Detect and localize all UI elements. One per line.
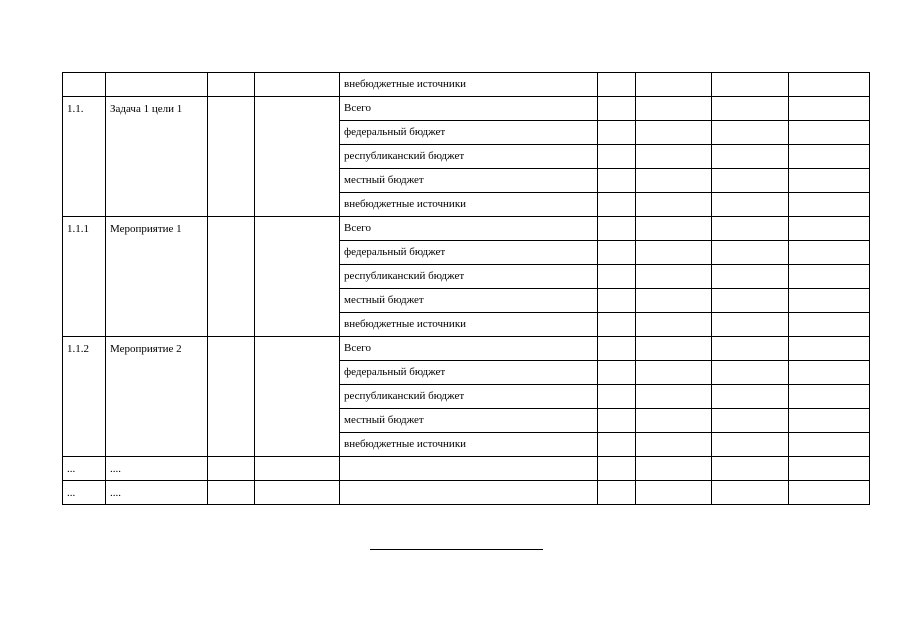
value-cell — [598, 385, 636, 409]
row-number-cell — [63, 73, 106, 97]
funding-source-cell: Всего — [340, 217, 598, 241]
value-cell — [789, 169, 870, 193]
value-cell — [789, 97, 870, 121]
value-cell — [598, 97, 636, 121]
value-cell — [712, 169, 789, 193]
empty-merged-cell — [255, 97, 340, 217]
row-number-cell: ... — [63, 481, 106, 505]
row-number-cell: 1.1.1 — [63, 217, 106, 337]
item-name-cell: .... — [106, 481, 208, 505]
funding-source-cell: местный бюджет — [340, 409, 598, 433]
value-cell — [789, 361, 870, 385]
funding-source-cell: местный бюджет — [340, 289, 598, 313]
empty-merged-cell — [255, 217, 340, 337]
value-cell — [598, 409, 636, 433]
value-cell — [636, 313, 712, 337]
value-cell — [598, 313, 636, 337]
value-cell — [712, 481, 789, 505]
budget-table — [62, 72, 870, 505]
empty-merged-cell — [255, 337, 340, 457]
value-cell — [636, 433, 712, 457]
value-cell — [598, 289, 636, 313]
empty-merged-cell — [208, 337, 255, 457]
funding-source-cell: местный бюджет — [340, 169, 598, 193]
value-cell — [712, 193, 789, 217]
value-cell — [712, 241, 789, 265]
value-cell — [598, 145, 636, 169]
item-name-cell — [106, 73, 208, 97]
empty-merged-cell — [255, 457, 340, 481]
table-row — [63, 337, 870, 361]
value-cell — [636, 409, 712, 433]
value-cell — [636, 73, 712, 97]
funding-source-cell: внебюджетные источники — [340, 433, 598, 457]
value-cell — [598, 433, 636, 457]
value-cell — [598, 121, 636, 145]
value-cell — [598, 361, 636, 385]
value-cell — [712, 433, 789, 457]
value-cell — [712, 73, 789, 97]
value-cell — [712, 337, 789, 361]
funding-source-cell: федеральный бюджет — [340, 361, 598, 385]
funding-source-cell: федеральный бюджет — [340, 241, 598, 265]
value-cell — [712, 265, 789, 289]
value-cell — [789, 457, 870, 481]
funding-source-cell: внебюджетные источники — [340, 193, 598, 217]
value-cell — [712, 313, 789, 337]
item-name-cell: Задача 1 цели 1 — [106, 97, 208, 217]
funding-source-cell: внебюджетные источники — [340, 73, 598, 97]
value-cell — [789, 385, 870, 409]
value-cell — [636, 217, 712, 241]
value-cell — [712, 289, 789, 313]
value-cell — [789, 337, 870, 361]
value-cell — [598, 481, 636, 505]
value-cell — [712, 97, 789, 121]
value-cell — [636, 169, 712, 193]
value-cell — [712, 361, 789, 385]
table-row — [63, 457, 870, 481]
table-row — [63, 97, 870, 121]
funding-source-cell — [340, 457, 598, 481]
value-cell — [789, 217, 870, 241]
value-cell — [636, 145, 712, 169]
value-cell — [712, 217, 789, 241]
value-cell — [789, 313, 870, 337]
empty-merged-cell — [208, 97, 255, 217]
value-cell — [636, 385, 712, 409]
value-cell — [789, 409, 870, 433]
value-cell — [789, 433, 870, 457]
value-cell — [789, 145, 870, 169]
row-number-cell: 1.1.2 — [63, 337, 106, 457]
value-cell — [636, 121, 712, 145]
value-cell — [789, 481, 870, 505]
value-cell — [712, 145, 789, 169]
table-row — [63, 217, 870, 241]
empty-merged-cell — [255, 481, 340, 505]
value-cell — [598, 193, 636, 217]
value-cell — [636, 361, 712, 385]
value-cell — [598, 265, 636, 289]
value-cell — [712, 385, 789, 409]
funding-source-cell: республиканский бюджет — [340, 385, 598, 409]
value-cell — [789, 265, 870, 289]
item-name-cell: Мероприятие 1 — [106, 217, 208, 337]
value-cell — [598, 337, 636, 361]
value-cell — [789, 193, 870, 217]
value-cell — [636, 241, 712, 265]
value-cell — [636, 337, 712, 361]
value-cell — [712, 457, 789, 481]
empty-merged-cell — [208, 73, 255, 97]
value-cell — [636, 289, 712, 313]
value-cell — [636, 97, 712, 121]
value-cell — [598, 241, 636, 265]
row-number-cell: 1.1. — [63, 97, 106, 217]
value-cell — [636, 193, 712, 217]
footer-rule — [370, 549, 543, 550]
value-cell — [789, 289, 870, 313]
value-cell — [789, 241, 870, 265]
funding-source-cell: федеральный бюджет — [340, 121, 598, 145]
table-body — [63, 73, 870, 505]
empty-merged-cell — [208, 457, 255, 481]
value-cell — [789, 73, 870, 97]
value-cell — [636, 265, 712, 289]
value-cell — [598, 457, 636, 481]
value-cell — [636, 481, 712, 505]
row-number-cell: ... — [63, 457, 106, 481]
empty-merged-cell — [255, 73, 340, 97]
funding-source-cell: Всего — [340, 337, 598, 361]
value-cell — [712, 121, 789, 145]
value-cell — [598, 169, 636, 193]
table-row — [63, 481, 870, 505]
funding-source-cell: республиканский бюджет — [340, 145, 598, 169]
empty-merged-cell — [208, 481, 255, 505]
value-cell — [789, 121, 870, 145]
value-cell — [598, 73, 636, 97]
value-cell — [598, 217, 636, 241]
value-cell — [636, 457, 712, 481]
funding-source-cell: внебюджетные источники — [340, 313, 598, 337]
value-cell — [712, 409, 789, 433]
item-name-cell: Мероприятие 2 — [106, 337, 208, 457]
empty-merged-cell — [208, 217, 255, 337]
funding-source-cell: Всего — [340, 97, 598, 121]
item-name-cell: .... — [106, 457, 208, 481]
funding-source-cell: республиканский бюджет — [340, 265, 598, 289]
table-row — [63, 73, 870, 97]
funding-source-cell — [340, 481, 598, 505]
